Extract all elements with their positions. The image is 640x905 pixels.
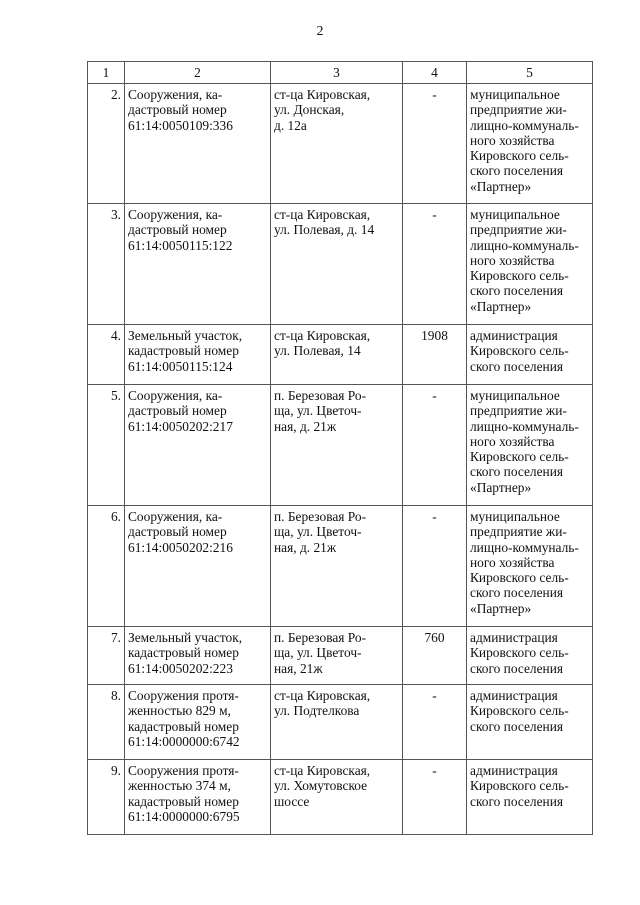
header-cell-2: 2 [125,62,271,84]
table-row [88,84,593,204]
object-address: п. Березовая Ро- ща, ул. Цветоч- ная, д. 21ж [274,388,367,434]
object-holder: администрация Кировского сель- ского поселения [470,763,569,809]
table-row [88,506,593,627]
table-row [88,204,593,325]
object-holder: администрация Кировского сель- ского поселения [470,688,569,734]
table-header [88,62,593,84]
row-number: 9. [110,763,121,778]
object-description: Сооружения, ка- дастровый номер 61:14:0050115:122 [128,207,233,253]
table-body [88,84,593,835]
table-row [88,760,593,835]
object-area: - [432,87,437,102]
row-number: 3. [110,207,121,222]
property-table [87,61,593,835]
header-row [88,62,593,84]
object-description: Земельный участок, кадастровый номер 61:14:0050202:223 [128,630,243,676]
object-description: Сооружения, ка- дастровый номер 61:14:0050202:216 [128,509,233,555]
header-cell-3: 3 [271,62,403,84]
header-cell-5: 5 [467,62,593,84]
object-area: - [432,688,437,703]
object-address: ст-ца Кировская, ул. Донская, д. 12а [274,87,371,133]
object-area: - [432,763,437,778]
object-address: ст-ца Кировская, ул. Подтелкова [274,688,371,719]
object-holder: администрация Кировского сель- ского поселения [470,630,569,676]
object-area: 760 [424,630,445,645]
row-number: 7. [110,630,121,645]
row-number: 4. [110,328,121,343]
object-description: Земельный участок, кадастровый номер 61:14:0050115:124 [128,328,243,374]
object-holder: муниципальное предприятие жи- лищно-коммуналь- ного хозяйства Кировского сель- ского поселения «Партнер» [470,87,579,194]
row-number: 5. [110,388,121,403]
row-number: 6. [110,509,121,524]
page-number: 2 [316,24,324,39]
object-area: - [432,509,437,524]
row-number: 8. [110,688,121,703]
object-area: - [432,388,437,403]
table-row [88,627,593,685]
table-row [88,385,593,506]
object-address: ст-ца Кировская, ул. Хомутовское шоссе [274,763,371,809]
header-cell-4: 4 [403,62,467,84]
object-description: Сооружения, ка- дастровый номер 61:14:0050202:217 [128,388,233,434]
object-address: ст-ца Кировская, ул. Полевая, д. 14 [274,207,375,238]
object-area: - [432,207,437,222]
object-address: ст-ца Кировская, ул. Полевая, 14 [274,328,371,359]
row-number: 2. [110,87,121,102]
object-description: Сооружения протя- женностью 829 м, кадастровый номер 61:14:0000000:6742 [128,688,240,749]
object-holder: муниципальное предприятие жи- лищно-коммуналь- ного хозяйства Кировского сель- ского поселения «Партнер» [470,207,579,314]
table-row [88,685,593,760]
header-cell-1: 1 [88,62,125,84]
object-area: 1908 [421,328,448,343]
object-holder: муниципальное предприятие жи- лищно-коммуналь- ного хозяйства Кировского сель- ского поселения «Партнер» [470,509,579,616]
object-holder: администрация Кировского сель- ского поселения [470,328,569,374]
object-description: Сооружения, ка- дастровый номер 61:14:0050109:336 [128,87,233,133]
object-holder: муниципальное предприятие жи- лищно-коммуналь- ного хозяйства Кировского сель- ского поселения «Партнер» [470,388,579,495]
table-row [88,325,593,385]
object-address: п. Березовая Ро- ща, ул. Цветоч- ная, д. 21ж [274,509,367,555]
object-address: п. Березовая Ро- ща, ул. Цветоч- ная, 21ж [274,630,367,676]
object-description: Сооружения протя- женностью 374 м, кадастровый номер 61:14:0000000:6795 [128,763,240,824]
